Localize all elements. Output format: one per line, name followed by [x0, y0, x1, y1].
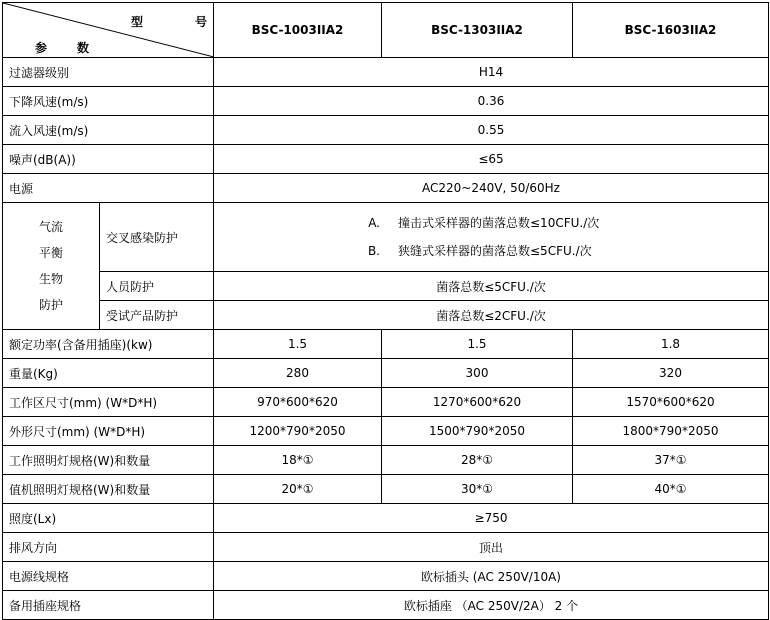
- row-value-model-3: 320: [573, 359, 769, 388]
- row-label: 电源线规格: [3, 562, 214, 591]
- row-value: ≤65: [214, 145, 769, 174]
- table-row: [3, 562, 769, 591]
- row-value-model-2: 28*①: [382, 446, 573, 475]
- product-protection-label: 受试产品防护: [100, 301, 214, 330]
- airflow-cross-row: [3, 203, 769, 272]
- row-value-model-1: 18*①: [214, 446, 382, 475]
- table-row: [3, 359, 769, 388]
- row-value: 顶出: [214, 533, 769, 562]
- row-label: 工作区尺寸(mm) (W*D*H): [3, 388, 214, 417]
- row-label: 下降风速(m/s): [3, 87, 214, 116]
- table-row: [3, 475, 769, 504]
- row-label: 过滤器级别: [3, 58, 214, 87]
- row-label: 备用插座规格: [3, 591, 214, 620]
- row-label: 电源: [3, 174, 214, 203]
- personnel-protection-value: 菌落总数≤5CFU./次: [214, 272, 769, 301]
- item-text-b: 狭缝式采样器的菌落总数≤5CFU./次: [398, 244, 592, 258]
- row-value: ≥750: [214, 504, 769, 533]
- airflow-label-line: 平衡: [38, 246, 63, 260]
- row-value: 欧标插头 (AC 250V/10A): [214, 562, 769, 591]
- airflow-group-label: [3, 203, 100, 330]
- row-label: 值机照明灯规格(W)和数量: [3, 475, 214, 504]
- row-value-model-1: 20*①: [214, 475, 382, 504]
- row-label: 重量(Kg): [3, 359, 214, 388]
- row-label: 工作照明灯规格(W)和数量: [3, 446, 214, 475]
- header-type-label: 型: [131, 15, 144, 29]
- header-count-label: 数: [77, 41, 90, 55]
- table-row: [3, 417, 769, 446]
- row-value-model-1: 970*600*620: [214, 388, 382, 417]
- item-letter-b: B.: [367, 244, 380, 258]
- row-value-model-1: 1200*790*2050: [214, 417, 382, 446]
- row-value-model-1: 1.5: [214, 330, 382, 359]
- table-row: [3, 533, 769, 562]
- table-row: [3, 272, 769, 301]
- cross-infection-value: [214, 203, 769, 272]
- header-row: [3, 3, 769, 58]
- model-header-2: BSC-1303IIA2: [382, 3, 573, 58]
- row-label: 噪声(dB(A)): [3, 145, 214, 174]
- table-row: [3, 116, 769, 145]
- airflow-label-line: 防护: [38, 298, 63, 312]
- row-label: 额定功率(含备用插座)(kw): [3, 330, 214, 359]
- row-value-model-3: 1.8: [573, 330, 769, 359]
- cross-infection-label: 交叉感染防护: [100, 203, 214, 272]
- model-header-3: BSC-1603IIA2: [573, 3, 769, 58]
- airflow-label-line: 气流: [38, 220, 63, 234]
- personnel-protection-label: 人员防护: [100, 272, 214, 301]
- table-row: [3, 388, 769, 417]
- row-value: 0.55: [214, 116, 769, 145]
- row-label: 排风方向: [3, 533, 214, 562]
- row-value: AC220~240V, 50/60Hz: [214, 174, 769, 203]
- row-value-model-2: 1500*790*2050: [382, 417, 573, 446]
- table-row: [3, 87, 769, 116]
- row-value-model-3: 1570*600*620: [573, 388, 769, 417]
- spec-table: [2, 2, 769, 620]
- row-value-model-2: 1270*600*620: [382, 388, 573, 417]
- header-param-label: 参: [35, 41, 48, 55]
- table-row: [3, 446, 769, 475]
- row-value-model-3: 1800*790*2050: [573, 417, 769, 446]
- row-value: 欧标插座 （AC 250V/2A） 2 个: [214, 591, 769, 620]
- row-value: H14: [214, 58, 769, 87]
- product-protection-value: 菌落总数≤2CFU./次: [214, 301, 769, 330]
- row-label: 外形尺寸(mm) (W*D*H): [3, 417, 214, 446]
- item-letter-a: A.: [368, 216, 380, 230]
- table-row: [3, 145, 769, 174]
- model-header-1: BSC-1003IIA2: [214, 3, 382, 58]
- row-value-model-2: 30*①: [382, 475, 573, 504]
- table-row: [3, 58, 769, 87]
- row-value-model-3: 40*①: [573, 475, 769, 504]
- table-row: [3, 504, 769, 533]
- header-number-label: 号: [195, 15, 208, 29]
- table-row: [3, 174, 769, 203]
- row-value-model-1: 280: [214, 359, 382, 388]
- header-corner-cell: [3, 3, 214, 58]
- cross-infection-line-a: [214, 209, 768, 237]
- table-row: [3, 591, 769, 620]
- item-text-a: 撞击式采样器的菌落总数≤10CFU./次: [398, 216, 600, 230]
- cross-infection-line-b: [214, 237, 768, 265]
- row-value: 0.36: [214, 87, 769, 116]
- row-label: 流入风速(m/s): [3, 116, 214, 145]
- row-value-model-3: 37*①: [573, 446, 769, 475]
- airflow-label-line: 生物: [38, 272, 63, 286]
- table-row: [3, 301, 769, 330]
- table-row: [3, 330, 769, 359]
- row-label: 照度(Lx): [3, 504, 214, 533]
- row-value-model-2: 300: [382, 359, 573, 388]
- row-value-model-2: 1.5: [382, 330, 573, 359]
